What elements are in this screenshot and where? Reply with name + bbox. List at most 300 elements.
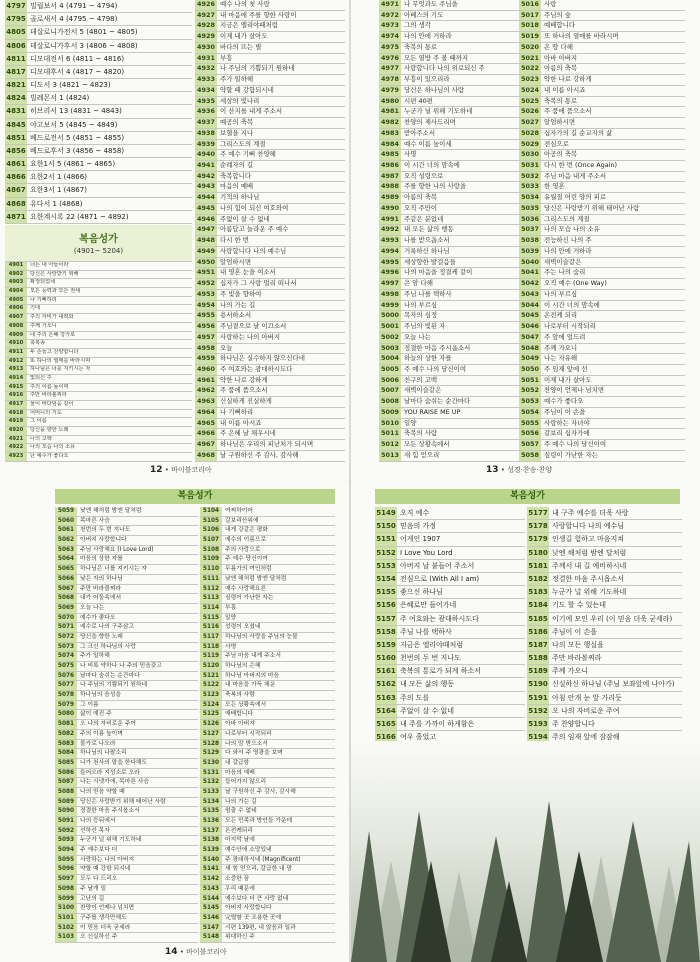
song-row (5, 40, 192, 53)
song-row (519, 54, 685, 65)
song-row (527, 626, 682, 639)
song-title: 내 모든 삶의 행동 (400, 680, 455, 689)
song-title: 그 이름 (30, 418, 47, 425)
song-row (200, 769, 335, 779)
song-row (200, 924, 335, 934)
song-row (200, 827, 335, 837)
song-number: 5016 (519, 0, 541, 10)
song-row (55, 546, 198, 556)
song-row (379, 386, 536, 397)
song-number: 5082 (55, 730, 77, 739)
song-title: 날마다 숨쉬는 순간마다 (80, 672, 140, 679)
song-title: 주의 이름 높이며 (30, 383, 69, 390)
song-number: 4950 (195, 258, 217, 268)
song-title: 디모데전서 6 (4811 ~ 4816) (30, 54, 125, 63)
song-number: 5094 (55, 846, 77, 855)
song-row (379, 54, 536, 65)
song-row (200, 614, 335, 624)
song-row (519, 140, 685, 151)
song-number: 4805 (5, 26, 27, 38)
song-title: 하나님의 음성을 (80, 692, 122, 699)
page-15 (351, 481, 700, 962)
song-number: 4967 (195, 440, 217, 450)
song-number: 4806 (5, 40, 27, 52)
song-number: 5070 (55, 614, 77, 623)
song-title: 주 임재 앞에 선 (544, 364, 588, 373)
song-number: 4980 (379, 97, 401, 107)
song-number: 5043 (519, 290, 541, 300)
song-number: 5180 (527, 547, 549, 559)
song-title: 아바 아버지 (544, 53, 578, 62)
song-title: 예수안에 소망있네 (225, 847, 272, 854)
song-number: 4988 (379, 182, 401, 192)
song-row (375, 586, 525, 599)
song-title: 주의 도를 (400, 693, 430, 702)
song-row (195, 365, 345, 376)
song-row (200, 575, 335, 585)
song-title: 주님 마음 내게 주소서 (544, 171, 607, 180)
song-number: 5054 (519, 408, 541, 418)
song-row (5, 358, 192, 367)
song-row (195, 32, 345, 43)
song-number: 4921 (5, 436, 27, 444)
song-row (195, 236, 345, 247)
song-row (5, 436, 192, 445)
song-title: 아버지 사랑합니다 (225, 905, 272, 912)
song-title: 주같은 분없네 (404, 214, 444, 223)
song-row (200, 885, 335, 895)
song-number: 5097 (55, 875, 77, 884)
song-title: 여찌하이어 (225, 508, 253, 514)
song-row (519, 129, 685, 140)
song-title: 야고보서 5 (4845 ~ 4849) (30, 120, 118, 129)
song-number: 5117 (200, 633, 222, 642)
song-title: 나가 천사의 말을 한다해도 (80, 759, 148, 766)
song-row (519, 376, 685, 387)
song-title: 주의 자비가 내려와 (30, 314, 74, 321)
song-row (55, 526, 198, 536)
forest-illustration (351, 741, 700, 962)
song-number: 4867 (5, 184, 27, 196)
song-row (5, 375, 192, 384)
song-title: 사랑하는 나의 아버지 (220, 332, 281, 341)
song-number: 5138 (200, 836, 222, 845)
song-number: 5103 (55, 933, 77, 942)
song-title: 은 암 다해 (404, 279, 433, 288)
song-title: 부흥 (225, 604, 237, 611)
song-row (379, 118, 536, 129)
song-number: 4951 (195, 268, 217, 278)
song-row (379, 290, 536, 301)
song-row (375, 678, 525, 691)
song-title: 주께서 내 길 예비하시네 (552, 561, 627, 570)
folio-text: • 바이블코리아 (164, 466, 212, 474)
song-row (527, 507, 682, 520)
song-title: 온 땅 다해 (544, 42, 573, 51)
song-number: 5165 (375, 718, 397, 730)
song-row (55, 672, 198, 682)
song-number: 4914 (5, 375, 27, 383)
song-title: 축복의 사람 (225, 692, 255, 699)
song-number: 5164 (375, 705, 397, 717)
song-number: 5061 (55, 526, 77, 535)
song-number: 4943 (195, 182, 217, 192)
song-row (519, 97, 685, 108)
song-number: 4866 (5, 171, 27, 183)
song-number: 5110 (200, 565, 222, 574)
song-row (195, 43, 345, 54)
song-number: 5101 (55, 914, 77, 923)
song-title: 새벽이슬같은 (544, 257, 582, 266)
song-number: 4990 (379, 204, 401, 214)
song-row (5, 26, 192, 39)
section-title: 복음성가 (79, 234, 118, 245)
song-number: 5000 (379, 311, 401, 321)
song-row (379, 344, 536, 355)
song-number: 5140 (200, 856, 222, 865)
song-row (195, 193, 345, 204)
song-title: 세상의 빛나리 (220, 96, 260, 105)
song-title: 하나님 아버지의 마음 (225, 672, 280, 679)
song-number: 5131 (200, 769, 222, 778)
song-title: 예수의 이름으로 (225, 537, 267, 544)
song-row (519, 161, 685, 172)
song-number: 4996 (379, 268, 401, 278)
section-range: (4901~ 5204) (73, 247, 124, 255)
page-12 (0, 0, 349, 481)
song-number: 5151 (375, 533, 397, 545)
song-row (195, 311, 345, 322)
song-row (379, 43, 536, 54)
song-number: 5139 (200, 846, 222, 855)
song-row (55, 730, 198, 740)
song-number: 4917 (5, 401, 27, 409)
song-title: 주님 나를 택하사 (400, 627, 452, 636)
song-row (195, 118, 345, 129)
song-row (519, 429, 685, 440)
song-title: 전심으로 (544, 139, 569, 148)
song-title: 선하신 목자 (80, 827, 110, 834)
song-title: 지금은 엘리야때처럼 (400, 640, 464, 649)
song-title: 주님의 숲 (544, 10, 571, 19)
song-number: 5107 (200, 536, 222, 545)
song-number: 5040 (519, 258, 541, 268)
song-title: 낮엔 해처럼 밤엔 달처럼 (80, 508, 142, 514)
song-number: 4868 (5, 198, 27, 210)
song-row (55, 604, 198, 614)
song-title: 주가 일하해 (220, 75, 254, 84)
song-row (200, 710, 335, 720)
song-title: 주님 나를 택하사 (404, 289, 452, 298)
song-row (527, 613, 682, 626)
song-title: 약할 때 강함 되시네 (80, 866, 131, 873)
song-number: 5163 (375, 692, 397, 704)
song-title: 축복의 통로가 되게 하소서 (400, 667, 482, 676)
song-row (519, 311, 685, 322)
song-title: 용서하소서 (220, 311, 252, 320)
song-number: 4912 (5, 358, 27, 366)
song-row (379, 107, 536, 118)
song-title: 모든 열방 주 볼 때까지 (404, 53, 469, 62)
song-title: 아바 아버지 (225, 721, 255, 728)
song-title: 사랑하는 나의 아버지 (80, 856, 135, 863)
song-title: 어머니의 기도 (30, 409, 62, 416)
song-title: 나의 가는 길 (220, 300, 256, 309)
song-title: 요한2서 1 (4866) (30, 173, 87, 182)
song-title: 나의 가는 길 (225, 798, 257, 805)
song-number: 4906 (5, 305, 27, 313)
song-title: 전심으로 (With All I am) (400, 574, 480, 583)
song-number: 5042 (519, 279, 541, 289)
song-number: 5191 (527, 692, 549, 704)
song-title: 소중한 꿈 (225, 876, 250, 883)
song-number: 4941 (195, 161, 217, 171)
song-number: 4955 (195, 311, 217, 321)
song-row (195, 75, 345, 86)
song-title: 성령이 오셨네 (225, 624, 261, 631)
song-number: 5051 (519, 376, 541, 386)
song-row (375, 573, 525, 586)
song-title: 사랑하는 자녀야 (544, 418, 590, 427)
song-title: 당신은 하나님의 사람 (404, 85, 465, 94)
song-number: 4926 (195, 0, 217, 10)
song-row (5, 119, 192, 132)
song-row (379, 397, 536, 408)
song-row (200, 643, 335, 653)
song-row (379, 376, 536, 387)
song-number: 5025 (519, 97, 541, 107)
song-number: 5080 (55, 710, 77, 719)
song-title: 나의 모습 나의 소유 (30, 444, 76, 451)
song-number: 5166 (375, 731, 397, 743)
song-title: 내 이름 아시죠 (544, 85, 586, 94)
song-number: 4937 (195, 118, 217, 128)
song-number: 5010 (379, 419, 401, 429)
song-row (519, 11, 685, 22)
song-row (200, 546, 335, 556)
song-title: 온전케 되리 (544, 311, 578, 320)
song-title: 약한 나로 강하게 (220, 375, 268, 384)
song-row (5, 401, 192, 410)
song-row (375, 626, 525, 639)
song-number: 5104 (200, 507, 222, 516)
song-row (195, 172, 345, 183)
song-title: 예수가 좋다오 (80, 614, 116, 621)
song-title: 축복의 통로 (544, 96, 578, 105)
song-row (379, 86, 536, 97)
song-row (5, 340, 192, 349)
song-title: 나 기뻐하리 (220, 407, 254, 416)
song-title: 주의 임재 앞에 잠잠해 (552, 733, 620, 742)
song-row (195, 161, 345, 172)
song-number: 5146 (200, 914, 222, 923)
song-row (200, 807, 335, 817)
song-row (519, 247, 685, 258)
song-title: 두 손들고 찬양합니다 (30, 348, 79, 355)
song-row (195, 140, 345, 151)
song-title: 날 구원하신 주 감사, 감사해 (220, 450, 299, 459)
song-title: 아름의 축복 (404, 193, 438, 202)
song-title: 당신은 사랑받기 위해 (30, 270, 79, 277)
song-number: 5047 (519, 333, 541, 343)
song-title: 빛되신 주 (30, 374, 52, 381)
song-title: 나의 부르심 (544, 289, 578, 298)
song-title: 나는 시냇가에, 목마른 사슴 (80, 779, 149, 786)
song-title: 들어가지 않으리 (225, 779, 267, 786)
song-title: 부흥이 있으리라 (404, 75, 450, 84)
song-row (519, 107, 685, 118)
song-row (55, 662, 198, 672)
song-title: 디도서 3 (4821 ~ 4823) (30, 81, 111, 90)
song-number: 5141 (200, 865, 222, 874)
section-band: 복음성가 (55, 489, 335, 504)
song-number: 5137 (200, 827, 222, 836)
song-row (5, 305, 192, 314)
song-row (379, 279, 536, 290)
song-number: 5039 (519, 247, 541, 257)
song-row (375, 613, 525, 626)
song-row (375, 520, 525, 533)
song-title: 유다서 1 (4868) (30, 199, 83, 208)
song-title: 누군가 널 위해 기도하네 (80, 837, 142, 844)
song-row (195, 440, 345, 451)
song-number: 5009 (379, 408, 401, 418)
song-title: 마음의 상한 자를 (80, 556, 123, 563)
song-title: 주님 마음 내게 주소서 (225, 653, 281, 660)
song-number: 4987 (379, 172, 401, 182)
song-number: 4989 (379, 193, 401, 203)
song-number: 4932 (195, 64, 217, 74)
song-row (5, 66, 192, 79)
song-number: 5123 (200, 691, 222, 700)
song-number: 5149 (375, 507, 397, 519)
song-title: 여우 흘었고 (400, 733, 437, 742)
song-number: 4907 (5, 314, 27, 322)
song-title: 주 여호와는 광대하시도다 (220, 364, 293, 373)
song-number: 5089 (55, 798, 77, 807)
song-number: 5085 (55, 759, 77, 768)
song-title: 부흥 (220, 53, 233, 62)
song-row (5, 79, 192, 92)
song-row (195, 86, 345, 97)
song-number: 4957 (195, 333, 217, 343)
song-title: 새 힘 얻으리, 갈급한 내 맘 (225, 866, 293, 873)
song-number: 4939 (195, 140, 217, 150)
song-title: 주 예수보다 더 (80, 847, 118, 854)
song-number: 4972 (379, 11, 401, 21)
song-row (379, 311, 536, 322)
song-title: 당신을 향한 노래 (30, 427, 69, 434)
song-title: 주없이 살 수 없네 (220, 214, 270, 223)
song-row (200, 565, 335, 575)
song-row (519, 386, 685, 397)
song-title: YOU RAISE ME UP (404, 407, 461, 416)
song-number: 5186 (527, 626, 549, 638)
song-title: 주님이 이 손을 (544, 407, 586, 416)
song-row (55, 555, 198, 565)
song-title: 낮엔 해처럼 밤엔 달처럼 (552, 548, 627, 557)
song-title: 아버지 날 붙들어 주소서 (400, 561, 475, 570)
song-row (519, 75, 685, 86)
song-number: 4915 (5, 384, 27, 392)
song-row (195, 344, 345, 355)
song-row (5, 211, 192, 224)
song-title: 찬양의 제사드리며 (404, 118, 456, 127)
song-title: 사랑합니다 나의 예수님 (220, 246, 287, 255)
song-row (519, 182, 685, 193)
song-title: 마지막 날에 (225, 837, 255, 844)
song-number: 5030 (519, 150, 541, 160)
song-row (55, 652, 198, 662)
song-title: 누군가 널 위해 기도하네 (552, 588, 627, 597)
song-number: 5073 (55, 643, 77, 652)
song-row (5, 13, 192, 26)
song-title: 난 예수가 좋다오 (30, 453, 69, 460)
song-title: 빌립보서 4 (4791 ~ 4794) (30, 2, 118, 10)
song-number: 5100 (55, 904, 77, 913)
song-number: 5012 (379, 440, 401, 450)
p14-col-left (55, 507, 198, 943)
song-row (379, 161, 536, 172)
song-title: 아름의 축복 (544, 64, 578, 73)
song-title: 인생길 험하고 마음지쳐 (552, 535, 625, 544)
song-row (379, 75, 536, 86)
song-number: 5120 (200, 662, 222, 671)
song-title: 십자가 그 사랑 멀리 떠나서 (220, 279, 297, 288)
song-number: 5035 (519, 204, 541, 214)
song-number: 5183 (527, 586, 549, 598)
song-row (527, 547, 682, 560)
song-title: 사랑 (544, 0, 557, 8)
song-number: 4929 (195, 32, 217, 42)
song-number: 4940 (195, 150, 217, 160)
song-number: 5060 (55, 517, 77, 526)
song-row (519, 215, 685, 226)
song-number: 5118 (200, 643, 222, 652)
song-title: 모든 능력과 모든 권세 (30, 288, 81, 295)
song-title: 예배합니다 (544, 21, 576, 30)
song-title: 그의 생각 (404, 21, 431, 30)
song-number: 5087 (55, 778, 77, 787)
song-row (527, 586, 682, 599)
song-number: 5142 (200, 875, 222, 884)
song-number: 4965 (195, 419, 217, 429)
song-row (527, 639, 682, 652)
song-row (519, 344, 685, 355)
song-number: 5154 (375, 573, 397, 585)
song-title: 사명 (404, 150, 417, 159)
song-number: 5056 (519, 429, 541, 439)
song-row (200, 895, 335, 905)
song-number: 5181 (527, 560, 549, 572)
song-title: 하나님의 은혜 (225, 663, 261, 669)
song-row (200, 778, 335, 788)
song-number: 5189 (527, 665, 549, 677)
song-title: 그리스도의 계절 (544, 214, 590, 223)
song-title: 주님곁으로 날 이끄소서 (220, 322, 287, 331)
song-number: 5053 (519, 397, 541, 407)
song-number: 5026 (519, 107, 541, 117)
song-title: 이기에 모인 우리 (이 믿음 더욱 굳세라) (552, 614, 673, 623)
song-number: 4966 (195, 429, 217, 439)
song-row (519, 193, 685, 204)
page-folio (150, 465, 212, 475)
song-title: 아침 안개 눈 앞 가리듯 (552, 693, 622, 702)
song-number: 4938 (195, 129, 217, 139)
p12-col-right (195, 0, 345, 462)
song-row (375, 599, 525, 612)
song-row (5, 323, 192, 332)
